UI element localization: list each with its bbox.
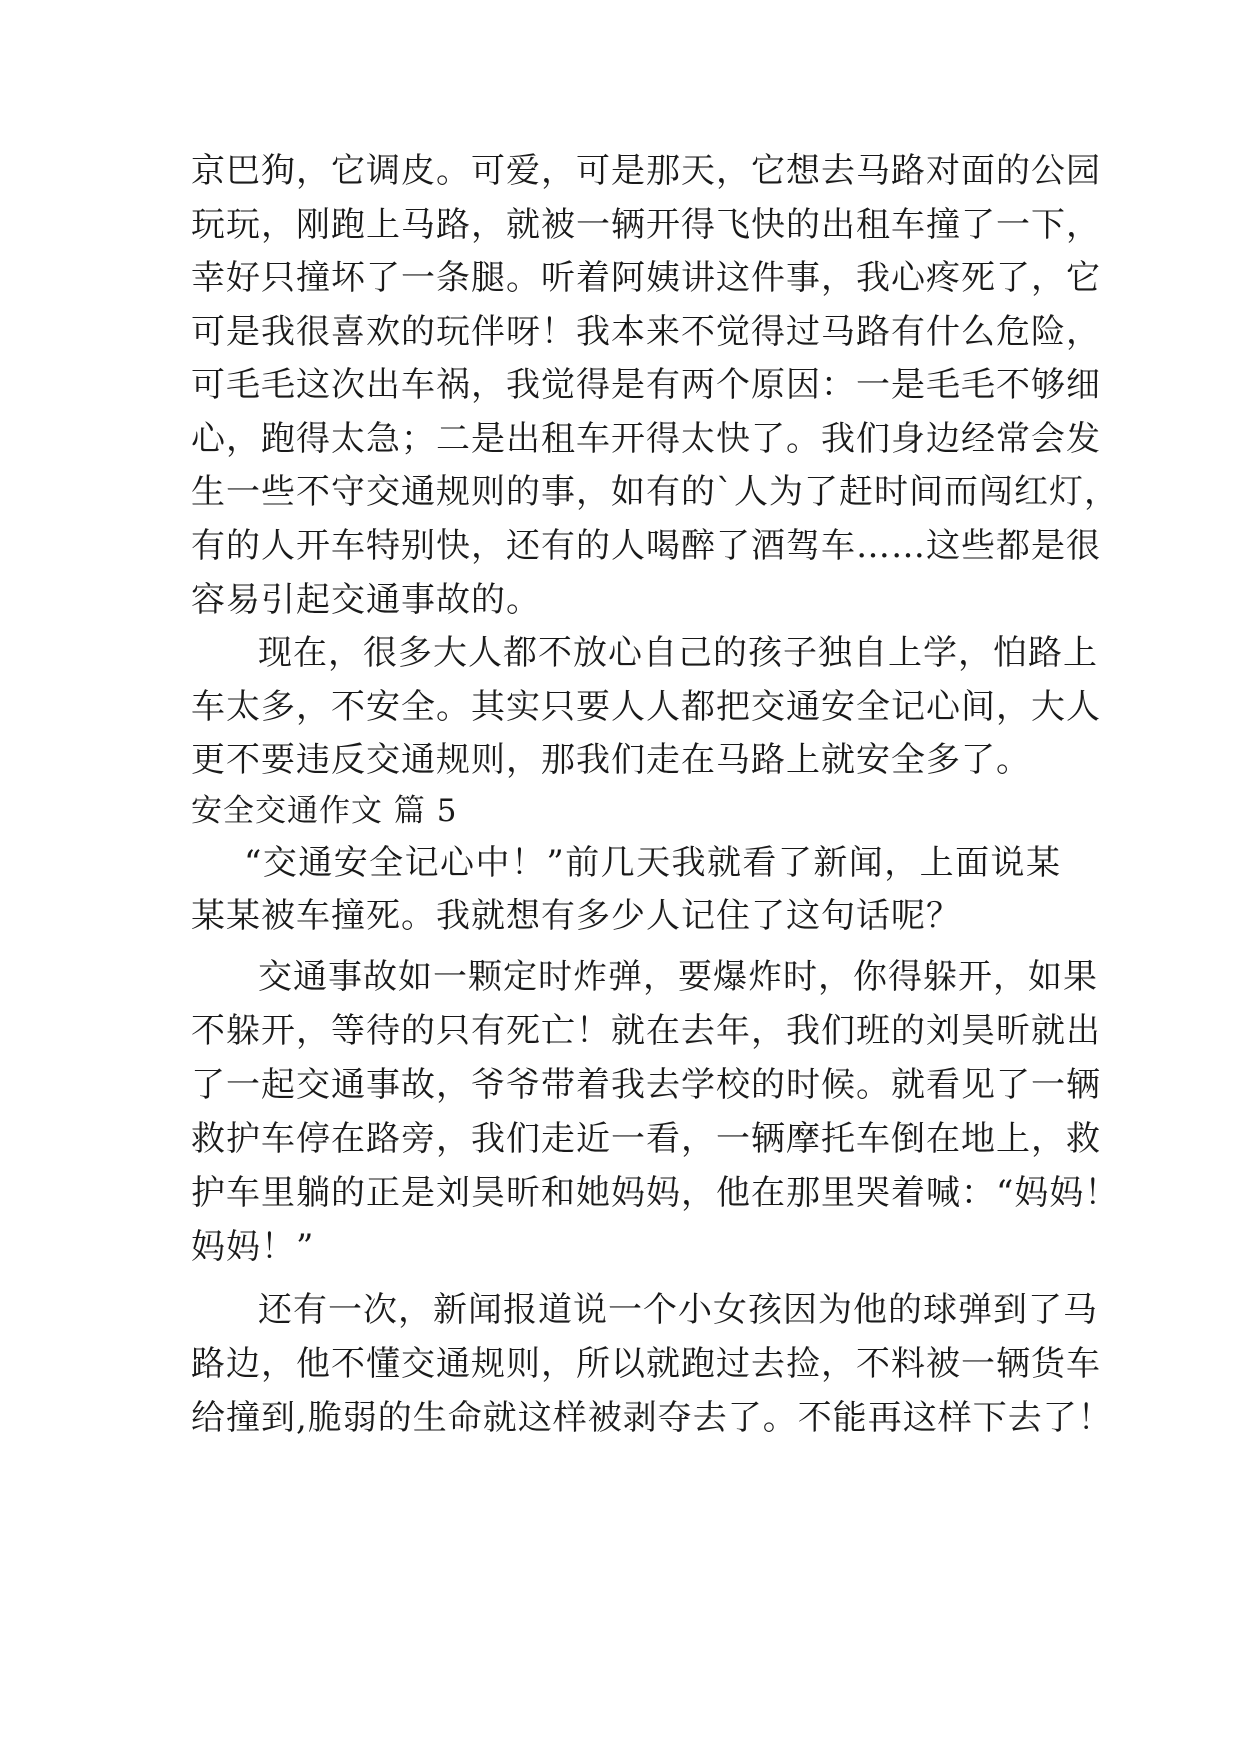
paragraph-4-line-6: 妈妈！” [191, 1227, 315, 1267]
paragraph-4-line-5: 护车里躺的正是刘昊昕和她妈妈，他在那里哭着喊：“妈妈！ [191, 1173, 1120, 1213]
paragraph-1-line-4: 可是我很喜欢的玩伴呀！我本来不觉得过马路有什么危险， [191, 312, 1101, 352]
section-heading: 安全交通作文 篇 5 [191, 793, 458, 829]
paragraph-1-line-7: 生一些不守交通规则的事，如有的`人为了赶时间而闯红灯， [191, 472, 1119, 512]
paragraph-2-line-1: 现在，很多大人都不放心自己的孩子独自上学，怕路上 [258, 633, 1098, 673]
paragraph-1-line-2: 玩玩，刚跑上马路，就被一辆开得飞快的出租车撞了一下， [191, 205, 1101, 245]
paragraph-5-line-3: 给撞到,脆弱的生命就这样被剥夺去了。不能再这样下去了！ [191, 1398, 1113, 1438]
paragraph-1-line-9: 容易引起交通事故的。 [191, 580, 541, 620]
paragraph-1-line-5: 可毛毛这次出车祸，我觉得是有两个原因：一是毛毛不够细 [191, 365, 1101, 405]
paragraph-5-line-2: 路边，他不懂交通规则，所以就跑过去捡，不料被一辆货车 [191, 1344, 1101, 1384]
paragraph-1-line-8: 有的人开车特别快，还有的人喝醉了酒驾车……这些都是很 [191, 526, 1101, 566]
paragraph-2-line-2: 车太多，不安全。其实只要人人都把交通安全记心间，大人 [191, 687, 1101, 727]
paragraph-1-line-3: 幸好只撞坏了一条腿。听着阿姨讲这件事，我心疼死了，它 [191, 258, 1101, 298]
paragraph-1-line-1: 京巴狗，它调皮。可爱，可是那天，它想去马路对面的公园 [191, 151, 1101, 191]
paragraph-3-line-1: “交通安全记心中！”前几天我就看了新闻，上面说某 [244, 843, 1061, 883]
paragraph-1-line-6: 心，跑得太急；二是出租车开得太快了。我们身边经常会发 [191, 419, 1101, 459]
paragraph-4-line-4: 救护车停在路旁，我们走近一看，一辆摩托车倒在地上，救 [191, 1119, 1101, 1159]
paragraph-4-line-1: 交通事故如一颗定时炸弹，要爆炸时，你得躲开，如果 [258, 957, 1098, 997]
paragraph-4-line-3: 了一起交通事故，爷爷带着我去学校的时候。就看见了一辆 [191, 1065, 1101, 1105]
paragraph-5-line-1: 还有一次，新闻报道说一个小女孩因为他的球弹到了马 [258, 1290, 1098, 1330]
paragraph-2-line-3: 更不要违反交通规则，那我们走在马路上就安全多了。 [191, 740, 1031, 780]
paragraph-3-line-2: 某某被车撞死。我就想有多少人记住了这句话呢？ [191, 896, 961, 936]
paragraph-4-line-2: 不躲开，等待的只有死亡！就在去年，我们班的刘昊昕就出 [191, 1011, 1101, 1051]
